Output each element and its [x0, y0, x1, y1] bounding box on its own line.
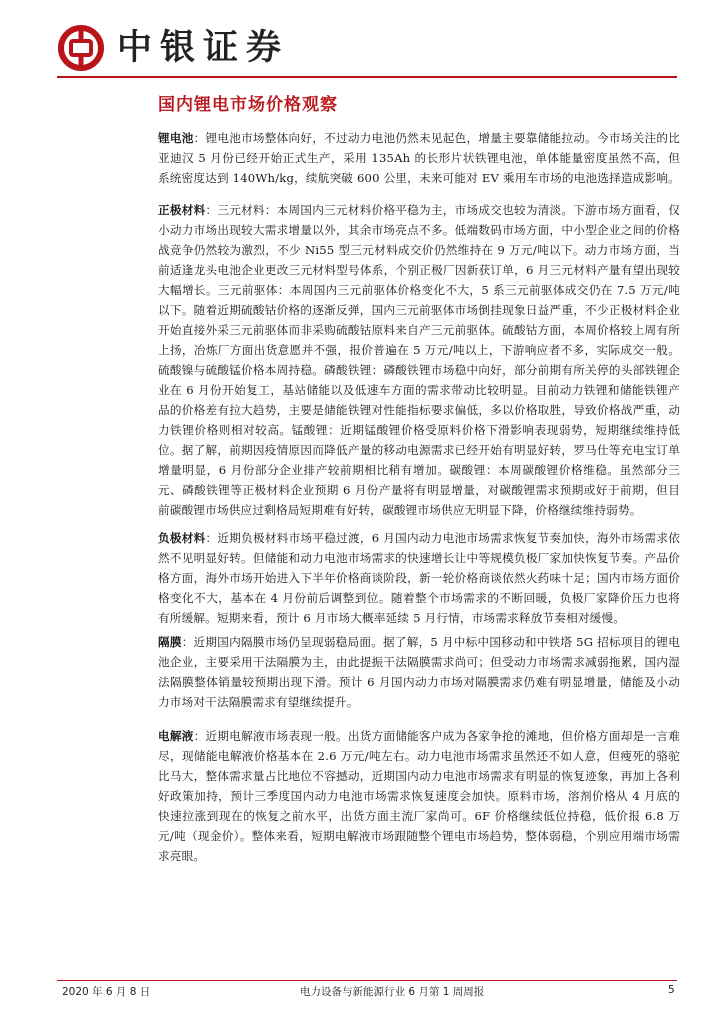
paragraph-anode: [158, 528, 680, 628]
page-header: [57, 22, 677, 72]
paragraph-cathode: [158, 200, 680, 520]
paragraph-battery: [158, 128, 680, 188]
paragraph-text: ：锂电池市场整体向好，不过动力电池仍然未见起色，增量主要靠储能拉动。今市场关注的比亚迪汉 5 月份已经开始正式生产，采用 135Ah 的长形片状铁锂电池，单体能量密度虽然不高，但系统密度达到 140Wh/kg，续航突破 600 公里，未来可能对 EV 乘用车市场的电池选择造成影响。: [158, 131, 681, 185]
paragraph-text: ：近期负极材料市场平稳过渡，6 月国内动力电池市场需求恢复节奏加快，海外市场需求依然不见明显好转。但储能和动力电池市场需求的快速增长让中等规模负极厂家加快恢复节奏。产品价格方面，海外市场开始进入下半年价格商谈阶段，新一轮价格商谈依然火药味十足；国内市场方面价格变化不大，基本在 4 月份前后调整到位。随着整个市场需求的不断回暖，负极厂家降价压力也将有所缓解。短期来看，预计 6 月市场大概率延续 5 月行情，市场需求释放节奏相对缓慢。: [158, 531, 680, 625]
bank-of-china-logo-icon: [57, 24, 105, 72]
page-number: 5: [668, 984, 675, 996]
paragraph-label: 负极材料: [158, 531, 206, 545]
paragraph-label: 正极材料: [158, 203, 206, 217]
paragraph-label: 隔膜: [158, 635, 182, 649]
paragraph-text: ：近期电解液市场表现一般。出货方面储能客户成为各家争抢的滩地，但价格方面却是一言难尽，现储能电解液价格基本在 2.6 万元/吨左右。动力电池市场需求虽然还不如人意，但瘦死的骆驼比马大，整体需求量占比地位不容撼动，近期国内动力电池市场需求有明显的恢复迹象，再加上各利好政策加持，预计三季度国内动力电池市场需求恢复速度会加快。原料市场，溶剂价格从 4 月底的快速拉涨到现在的恢复之前水平，出货方面主流厂家尚可。6F 价格继续低位持稳，低价报 6.8 万元/吨（现金价）。整体来看，短期电解液市场跟随整个锂电市场趋势，整体弱稳，个别应用端市场需求亮眼。: [158, 729, 681, 863]
footer-divider: [57, 980, 677, 981]
paragraph-label: 电解液: [158, 729, 194, 743]
paragraph-text: ：三元材料：本周国内三元材料价格平稳为主，市场成交也较为清淡。下游市场方面看，仅小动力市场出现较大需求增量以外，其余市场亮点不多。低端数码市场方面，中小型企业之间的价格战竞争仍然较为激烈，不少 Ni55 型三元材料成交价仍然维持在 9 万元/吨以下。动力市场方面，当前适逢龙头电池企业更改三元材料型号体系，个别正极厂因新获订单，6 月三元材料产量有望出现较大幅增长。三元前驱体：本周国内三元前驱体价格变化不大，5 系三元前驱体成交仍在 7.5 万元/吨以下。随着近期硫酸钴价格的逐渐反弹，国内三元前驱体市场倒挂现象日益严重，不少正极材料企业开始直接外采三元前驱体而非采购硫酸钴原料来自产三元前驱体。硫酸钴方面，本周价格较上周有所上扬，冶炼厂方面出货意愿并不强，报价普遍在 5 万元/吨以上，下游响应者不多，实际成交一般。硫酸镍与硫酸锰价格本周持稳。磷酸铁锂：磷酸铁锂市场稳中向好，部分前期有所关停的头部铁锂企业在 6 月份开始复工，基站储能以及低速车方面的需求带动比较明显。目前动力铁锂和储能铁锂产品的价格差有拉大趋势，主要是储能铁锂对性能指标要求偏低，多以价格取胜，导致价格战严重，动力铁锂价格则相对较高。锰酸锂：近期锰酸锂价格受原料价格下滑影响表现弱势，短期继续维持低位。据了解，前期因疫情原因而降低产量的移动电源需求已经开始有明显好转，罗马仕等充电宝订单增量明显，6 月份部分企业排产较前期相比稍有增加。碳酸锂：本周碳酸锂价格维稳。虽然部分三元、磷酸铁锂等正极材料企业预期 6 月份产量将有明显增量，对碳酸锂需求预期或好于前期，但目前碳酸锂市场供应过剩格局短期难有好转，碳酸锂市场供应无明显下降，价格继续维持弱势。: [158, 203, 680, 517]
footer-date: 2020 年 6 月 8 日: [62, 986, 151, 998]
paragraph-text: ：近期国内隔膜市场仍呈现弱稳局面。据了解，5 月中标中国移动和中铁塔 5G 招标项目的锂电池企业，主要采用干法隔膜为主，由此提振干法隔膜需求尚可；但受动力市场需求减弱拖累，国内湿法隔膜整体销量较预期出现下滑。预计 6 月国内动力市场对隔膜需求仍难有明显增量，储能及小动力市场对干法隔膜需求有望继续提升。: [158, 635, 681, 709]
footer-report-title: 电力设备与新能源行业 6 月第 1 周周报: [300, 986, 485, 998]
report-body: [158, 128, 680, 870]
section-title: 国内锂电市场价格观察: [158, 95, 338, 115]
header-divider: [57, 76, 677, 78]
paragraph-electrolyte: [158, 726, 680, 866]
paragraph-separator: [158, 632, 680, 712]
brand-name: 中银证券: [117, 28, 290, 68]
paragraph-label: 锂电池: [158, 131, 194, 145]
